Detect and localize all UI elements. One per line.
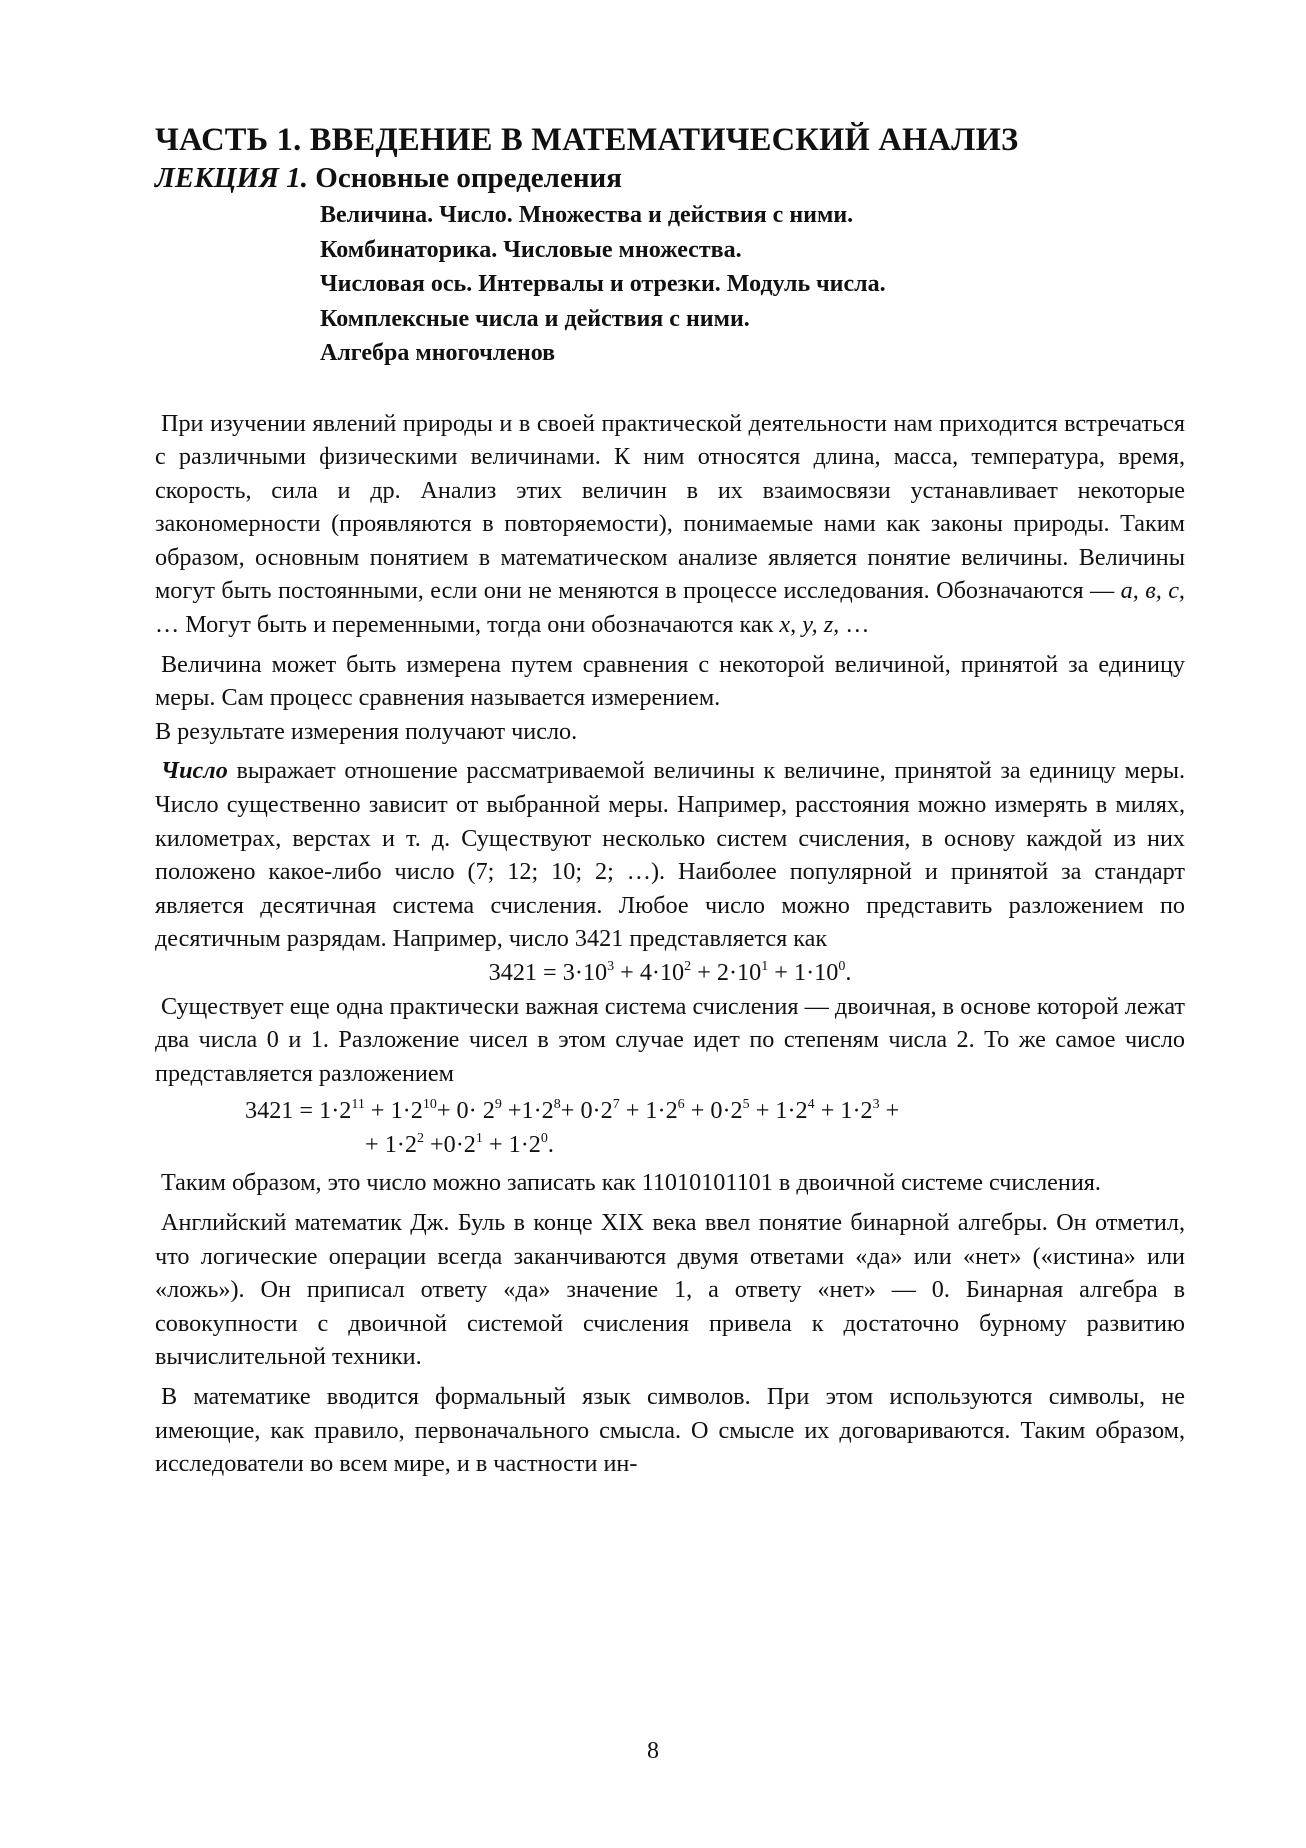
formula-term: . (547, 1131, 554, 1159)
exponent: 4 (807, 1097, 815, 1113)
term-number: Число (161, 757, 228, 785)
exponent: 1 (761, 959, 769, 974)
formula-term: + 0·2 (684, 1097, 743, 1125)
paragraph-measurement-result: В результате измерения получают число. (155, 717, 578, 745)
constants-symbols: а, в, с, (1120, 577, 1185, 605)
formula-line (245, 1128, 1185, 1162)
formula-term: + 2·10 (691, 959, 762, 986)
formula-term: + 1·10 (768, 959, 839, 986)
exponent: 6 (677, 1097, 685, 1113)
formula-line (245, 1094, 1185, 1128)
formula-term: . (845, 959, 852, 986)
formula-term: + 1·2 (619, 1097, 678, 1125)
formula-term: + 1·2 (482, 1131, 541, 1159)
formula-term: +1·2 (501, 1097, 554, 1125)
exponent: 5 (742, 1097, 750, 1113)
formula-term: + 1·2 (814, 1097, 873, 1125)
topic-item: Алгебра многочленов (320, 340, 556, 366)
paragraph-quantities (155, 407, 1185, 642)
formula-term: 3421 = 3·10 (488, 959, 608, 986)
part-title: ЧАСТЬ 1. ВВЕДЕНИЕ В МАТЕМАТИЧЕСКИЙ АНАЛИЗ (155, 122, 1019, 158)
paragraph-text: выражает отношение рассматриваемой величины к величине, принятой за единицу меры. Число существенно зависит от выбранной меры. Например, расстояния можно измерять в милях, километрах, верстах и т. д. Существуют несколько систем счисления, в основу каждой из них положено какое-либо число (7; 12; 10; 2; …). Наиболее популярной и принятой за стандарт является десятичная система счисления. Любое число можно представить разложением по десятичным разрядам. Например, число 3421 представляется как (155, 757, 1185, 953)
topic-item: Числовая ось. Интервалы и отрезки. Модуль числа. (320, 271, 886, 297)
formula-term: + 1·2 (365, 1131, 417, 1159)
exponent: 8 (553, 1097, 561, 1113)
formula-term: + 1·2 (364, 1097, 423, 1125)
page-content (155, 120, 1185, 1481)
exponent: 11 (351, 1097, 365, 1113)
paragraph-text: … (839, 611, 870, 639)
formula-term: + 1·2 (749, 1097, 808, 1125)
paragraph-text: При изучении явлений природы и в своей практической деятельности нам приходится встречаться с различными физическими величинами. К ним относятся длина, масса, температура, время, скорость, сила и др. Анализ этих величин в их взаимосвязи устанавливает некоторые закономерности (проявляются в повторяемости), понимаемые нами как законы природы. Таким образом, основным понятием в математическом анализе является понятие величины. Величины могут быть постоянными, если они не меняются в процессе исследования. Обозначаются — (155, 409, 1185, 605)
paragraph-text: … Могут быть и переменными, тогда они обозначаются как (155, 611, 780, 639)
paragraph-binary-notation: Таким образом, это число можно записать как 11010101101 в двоичной системе счисления. (161, 1169, 1101, 1197)
page-number: 8 (647, 1738, 659, 1764)
formula-term: + (879, 1097, 900, 1125)
paragraph-measurement: Величина может быть измерена путем сравнения с некоторой величиной, принятой за единицу меры. Сам процесс сравнения называется измерением. (155, 650, 1185, 712)
body-text (155, 407, 1185, 1481)
formula-term: + 0· 2 (436, 1097, 495, 1125)
topic-item: Комбинаторика. Числовые множества. (320, 236, 742, 263)
exponent: 2 (416, 1131, 424, 1147)
paragraph-number (155, 754, 1185, 956)
exponent: 9 (494, 1097, 502, 1113)
paragraph-symbols: В математике вводится формальный язык символов. При этом используются символы, не имеющие, как правило, первоначального смысла. О смысле их договариваются. Таким образом, исследователи во всем мире, и в частности ин- (155, 1382, 1185, 1478)
lecture-heading (155, 160, 1185, 196)
exponent: 3 (607, 959, 615, 974)
formula-term: 3421 = 1·2 (245, 1097, 352, 1125)
paragraph-boole: Английский математик Дж. Буль в конце XIX века ввел понятие бинарной алгебры. Он отметил, что логические операции всегда заканчиваются двумя ответами «да» или «нет» («истина» или «ложь»). Он приписал ответу «да» значение 1, а ответу «нет» — 0. Бинарная алгебра в совокупности с двоичной системой счисления привела к достаточно бурному развитию вычислительной техники. (155, 1208, 1185, 1371)
variables-symbols: x, y, z, (779, 611, 840, 639)
exponent: 10 (422, 1097, 437, 1113)
formula-term: +0·2 (423, 1131, 476, 1159)
exponent: 0 (838, 959, 846, 974)
exponent: 2 (684, 959, 692, 974)
paragraph-binary: Существует еще одна практически важная система счисления — двоичная, в основе которой лежат два числа 0 и 1. Разложение чисел в этом случае идет по степеням числа 2. То же самое число представляется разложением (155, 992, 1185, 1087)
exponent: 3 (872, 1097, 880, 1113)
formula-term: + 0·2 (560, 1097, 613, 1125)
topic-item: Комплексные числа и действия с ними. (320, 305, 750, 332)
exponent: 0 (540, 1131, 548, 1147)
lecture-number: ЛЕКЦИЯ 1. (155, 162, 309, 194)
exponent: 7 (612, 1097, 620, 1113)
formula-binary (245, 1094, 1185, 1162)
topic-list (320, 198, 1185, 371)
topic-item: Величина. Число. Множества и действия с ними. (320, 202, 854, 228)
formula-decimal (155, 956, 1185, 990)
lecture-title: Основные определения (315, 162, 622, 194)
exponent: 1 (475, 1131, 483, 1147)
formula-term: + 4·10 (614, 959, 685, 986)
